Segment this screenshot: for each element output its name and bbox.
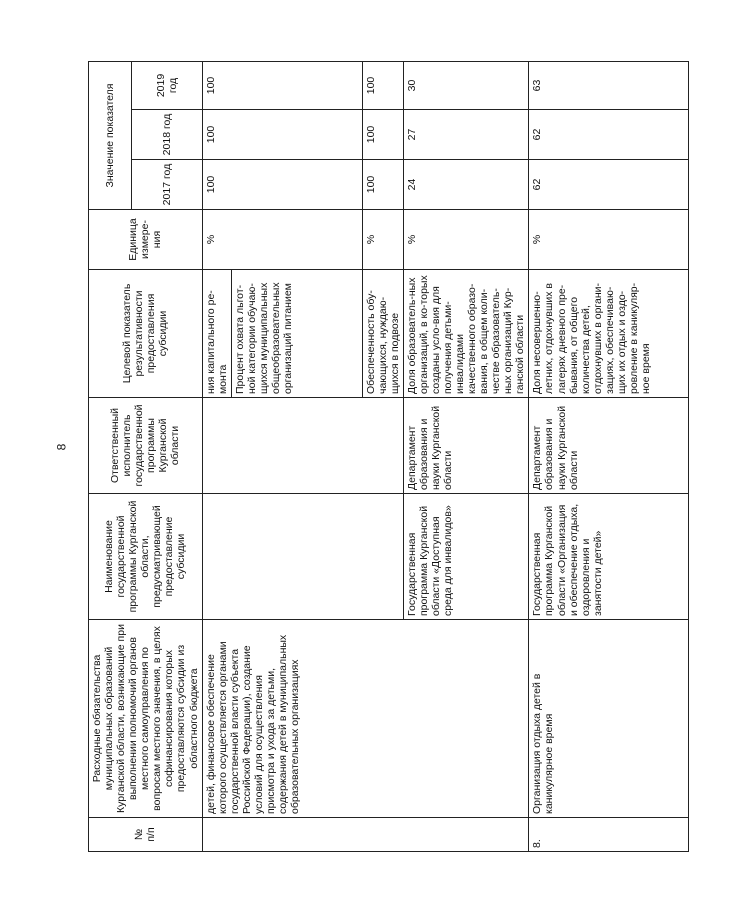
- r3-program-text: Государственная программа Курганской области «Доступная среда для инвалидов»: [403, 494, 733, 619]
- header-obligation: Расходные обязательства муниципальных образований Курганской области, возникающие при выполнении полномочий органов местного самоуправления по вопросам местного значения, в целях софинансирования которых предоставляются субсидии из областного бюджета: [89, 620, 203, 818]
- header-executor: Ответственный исполнитель государственной программы Курганской области: [89, 398, 203, 494]
- cell-indicator-r4: Доля несовершенно-летних, отдохнувших в лагерях дневного пре-бывания, от общего количества детей, отдохнувших в органи-зациях, обеспечиваю-щих их отдых и оздо-ровление в каникуляр-ное время: [529, 270, 689, 398]
- cell-num-r4: 8.: [529, 818, 689, 852]
- subsidy-table: [88, 61, 689, 852]
- cell-2019-r1: 100: [202, 61, 362, 109]
- cell-unit-r2: %: [362, 210, 403, 270]
- cell-program-r4: Государственная программа Курганской области «Организация и обеспечение отдыха, оздоровления и занятости детей»: [529, 494, 689, 620]
- header-year-2017: 2017 год: [131, 160, 202, 210]
- header-num: № п/п: [89, 818, 203, 852]
- cell-spacer: [203, 398, 403, 493]
- page-number: 8: [54, 443, 69, 451]
- header-unit: Единица измере-ния: [89, 210, 203, 270]
- header-year-2019: 2019 год: [131, 61, 202, 109]
- rotated-table-stage: [88, 62, 652, 852]
- cell-indicator-r2: Обеспеченность обу-чающихся, нуждаю-щихся в подвозе: [362, 270, 403, 398]
- cell-executor-cont: [202, 398, 529, 494]
- cell-2017-r1: 100: [202, 160, 362, 210]
- cell-indicator-r3: Доля образователь-ных организаций, в ко-торых созданы усло-вия для получения детьми-инвалидами качественного образо-вания, в общем коли-честве образователь-ных организаций Кур-ганской области: [403, 270, 529, 398]
- cell-2019-r2: 100: [362, 61, 403, 109]
- cell-2018-r2: 100: [362, 110, 403, 160]
- cell-num-cont: [202, 818, 529, 852]
- cell-2018-r3: 27: [403, 110, 529, 160]
- cell-2017-r4: 62: [529, 160, 689, 210]
- indicator-cont-text: ния капитального ре-монта: [204, 290, 229, 394]
- indicator-r1-text: Процент охвата льгот-ной категории обучаю-щихся муниципальных общеобразовательных организаций питанием: [231, 270, 296, 397]
- cell-unit-r3: %: [403, 210, 529, 270]
- cell-indicator-r1: [202, 270, 362, 398]
- cell-2018-r1: 100: [202, 110, 362, 160]
- cell-2017-r2: 100: [362, 160, 403, 210]
- cell-unit-r1: %: [202, 210, 362, 270]
- cell-spacer: [203, 494, 403, 619]
- cell-2017-r3: 24: [403, 160, 529, 210]
- rotated-table-frame: [88, 62, 652, 852]
- cell-executor-r4: Департамент образования и науки Курганской области: [529, 398, 689, 494]
- cell-obligation-cont: детей, финансовое обеспечение которого осуществляется органами государственной власти субъекта Российской Федерации), создание условий для осуществления присмотра и ухода за детьми, содержания детей в муниципальных образовательных организациях: [202, 620, 529, 818]
- header-year-2018: 2018 год: [131, 110, 202, 160]
- cell-program-cont: [202, 494, 529, 620]
- header-indicator: Целевой показатель результативности предоставления субсидии: [89, 270, 203, 398]
- cell-2018-r4: 62: [529, 110, 689, 160]
- cell-obligation-r4: Организация отдыха детей в каникулярное время: [529, 620, 689, 818]
- header-program: Наименование государственной программы Курганской области, предусматривающей предоставление субсидии: [89, 494, 203, 620]
- header-values-group: Значение показателя: [89, 61, 132, 209]
- cell-unit-r4: %: [529, 210, 689, 270]
- cell-2019-r4: 63: [529, 61, 689, 109]
- r3-executor-text: Департамент образования и науки Курганской области: [403, 398, 733, 493]
- cell-2019-r3: 30: [403, 61, 529, 109]
